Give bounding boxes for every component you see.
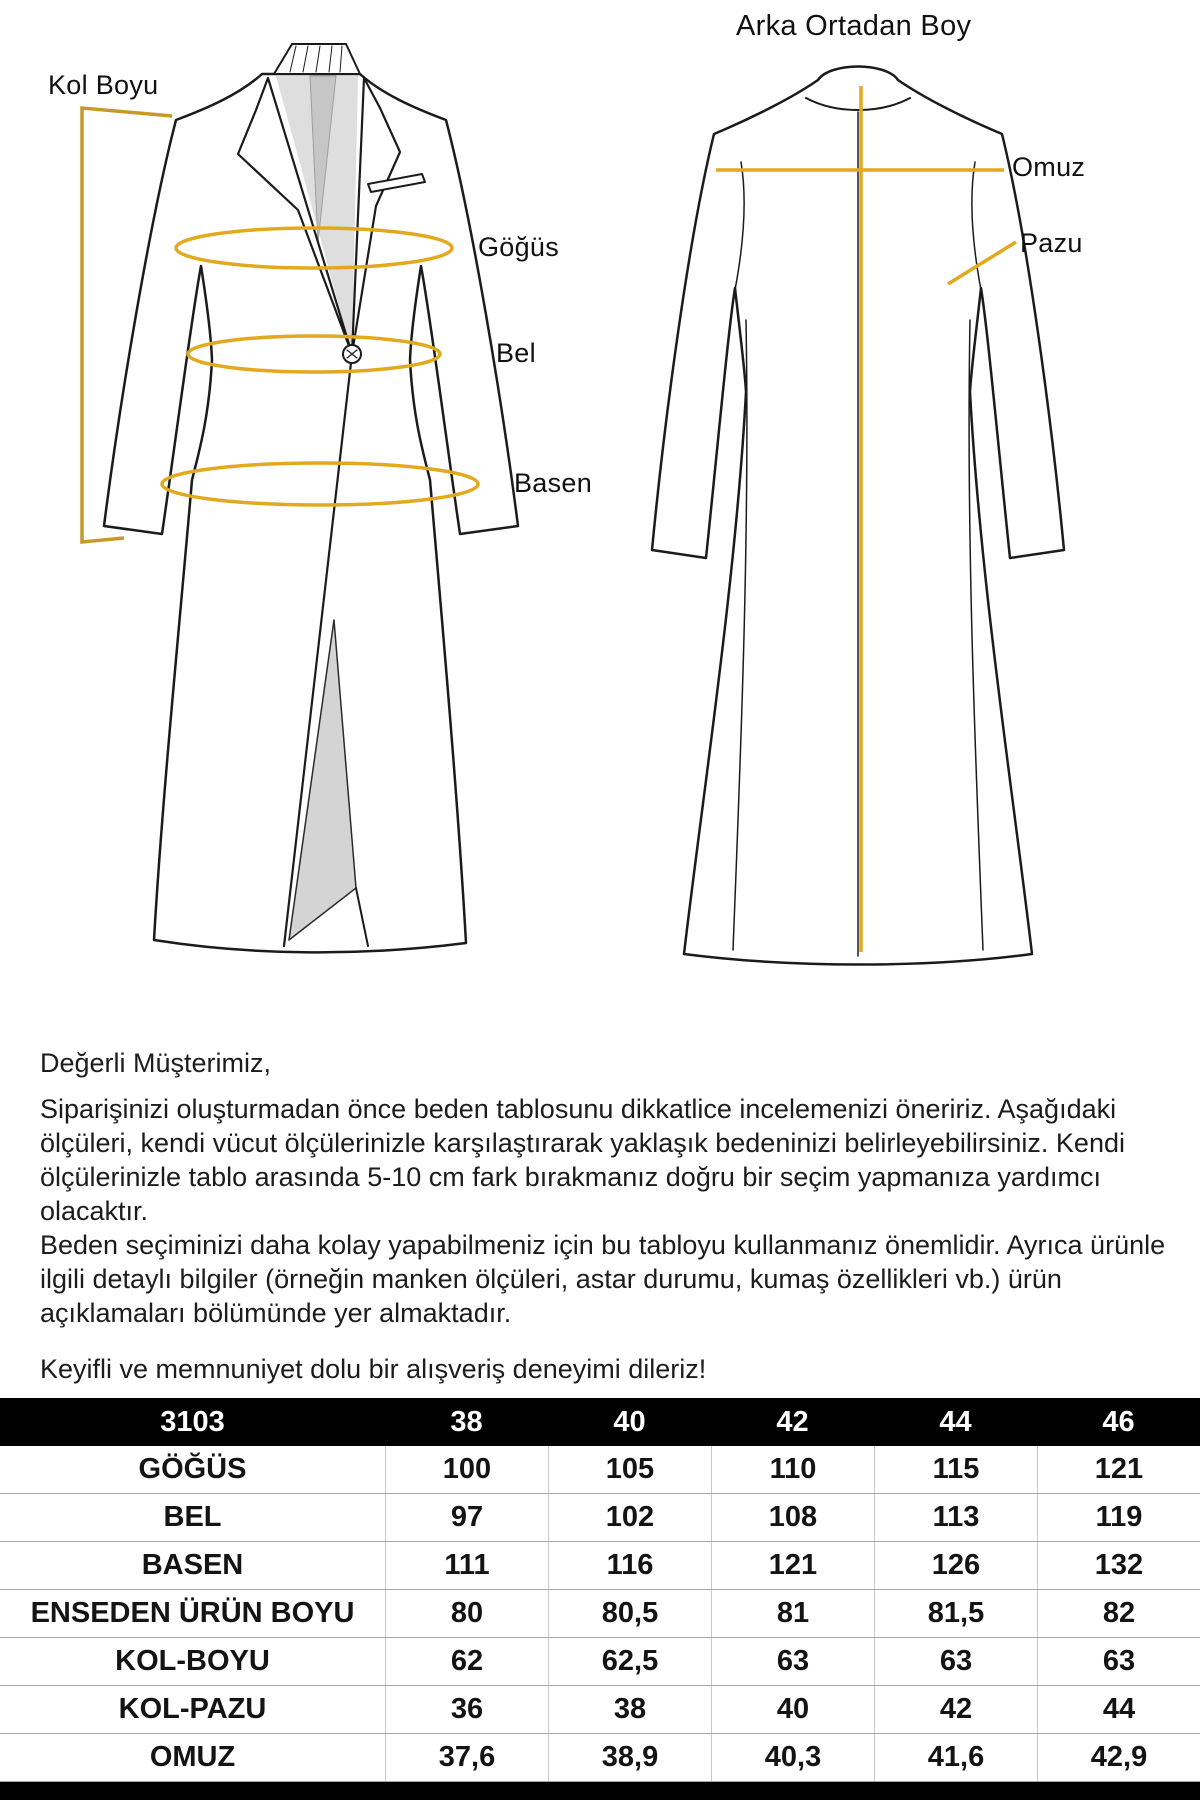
info-paragraph-2: Beden seçiminizi daha kolay yapabilmeniz için bu tabloyu kullanmanız önemlidir. Ayrıca ürünle ilgili detaylı bilgiler (örneğin manken ölçüleri, astar durumu, kumaş özellikleri vb.) ürün açıklamaları bölümünde yer almaktadır. (40, 1230, 1166, 1328)
size-header-cell: 40 (613, 1405, 646, 1438)
size-value-cell: 111 (385, 1542, 548, 1589)
size-value-cell: 126 (874, 1542, 1037, 1589)
size-value-cell: 63 (711, 1638, 874, 1685)
table-footer-strip (0, 1782, 1200, 1800)
size-table-header-row (0, 1398, 1200, 1446)
label-gogus: Göğüs (478, 232, 560, 262)
size-value-cell: 42,9 (1037, 1734, 1200, 1781)
row-label-cell: KOL-PAZU (118, 1693, 267, 1725)
size-value-cell: 80 (385, 1590, 548, 1637)
row-label-cell: BEL (163, 1501, 222, 1533)
label-omuz: Omuz (1012, 152, 1086, 182)
size-value-cell: 40 (711, 1686, 874, 1733)
label-pazu: Pazu (1020, 228, 1083, 258)
table-row-basen (0, 1542, 1200, 1590)
table-row-bel (0, 1494, 1200, 1542)
size-value-cell: 63 (874, 1638, 1037, 1685)
front-collar (274, 44, 360, 74)
size-value-cell: 62 (385, 1638, 548, 1685)
greeting-text: Değerli Müşterimiz, (40, 1048, 272, 1078)
front-coat-drawing (104, 44, 518, 952)
row-label-cell: ENSEDEN ÜRÜN BOYU (30, 1597, 355, 1629)
size-value-cell: 121 (1037, 1446, 1200, 1493)
size-value-cell: 110 (711, 1446, 874, 1493)
size-value-cell: 82 (1037, 1590, 1200, 1637)
info-paragraph-1: Siparişinizi oluşturmadan önce beden tablosunu dikkatlice incelemenizi öneririz. Aşağıdaki ölçüleri, kendi vücut ölçülerinizle karşılaştırarak yaklaşık bedeninizi belirleyebilirsiniz. Kendi ölçülerinizle tablo arasında 5-10 cm fark bırakmanız doğru bir seçim yapmanıza yardımcı olacaktır. (40, 1094, 1125, 1226)
row-label-cell: BASEN (141, 1549, 244, 1581)
label-bel: Bel (496, 338, 536, 368)
size-header-cell: 42 (776, 1405, 809, 1438)
size-header-cell: 44 (939, 1405, 972, 1438)
row-label-cell: KOL-BOYU (115, 1645, 270, 1677)
size-value-cell: 80,5 (548, 1590, 711, 1637)
info-text-block (40, 1046, 1168, 1386)
size-value-cell: 105 (548, 1446, 711, 1493)
back-coat-drawing (652, 67, 1064, 965)
label-kol-boyu: Kol Boyu (48, 70, 159, 100)
size-value-cell: 119 (1037, 1494, 1200, 1541)
size-value-cell: 81,5 (874, 1590, 1037, 1637)
size-value-cell: 115 (874, 1446, 1037, 1493)
size-value-cell: 108 (711, 1494, 874, 1541)
table-row-enseden-urun-boyu (0, 1590, 1200, 1638)
size-value-cell: 63 (1037, 1638, 1200, 1685)
label-basen: Basen (514, 468, 593, 498)
label-arka-ortadan-boy: Arka Ortadan Boy (736, 10, 972, 42)
model-code-cell: 3103 (160, 1405, 225, 1438)
size-value-cell: 116 (548, 1542, 711, 1589)
size-value-cell: 44 (1037, 1686, 1200, 1733)
table-row-kol-pazu (0, 1686, 1200, 1734)
size-value-cell: 100 (385, 1446, 548, 1493)
size-value-cell: 97 (385, 1494, 548, 1541)
table-row-gogus (0, 1446, 1200, 1494)
size-value-cell: 62,5 (548, 1638, 711, 1685)
size-value-cell: 38 (548, 1686, 711, 1733)
row-label-cell: OMUZ (149, 1741, 236, 1773)
size-value-cell: 41,6 (874, 1734, 1037, 1781)
size-value-cell: 40,3 (711, 1734, 874, 1781)
size-table (0, 1398, 1200, 1800)
table-row-kol-boyu (0, 1638, 1200, 1686)
size-value-cell: 37,6 (385, 1734, 548, 1781)
size-value-cell: 38,9 (548, 1734, 711, 1781)
size-header-cell: 38 (450, 1405, 483, 1438)
size-value-cell: 113 (874, 1494, 1037, 1541)
size-value-cell: 102 (548, 1494, 711, 1541)
size-header-cell: 46 (1102, 1405, 1135, 1438)
table-row-omuz (0, 1734, 1200, 1782)
row-label-cell: GÖĞÜS (138, 1453, 247, 1485)
closing-text: Keyifli ve memnuniyet dolu bir alışveriş deneyimi dileriz! (40, 1354, 707, 1384)
size-value-cell: 81 (711, 1590, 874, 1637)
size-value-cell: 42 (874, 1686, 1037, 1733)
size-value-cell: 121 (711, 1542, 874, 1589)
size-value-cell: 36 (385, 1686, 548, 1733)
size-value-cell: 132 (1037, 1542, 1200, 1589)
